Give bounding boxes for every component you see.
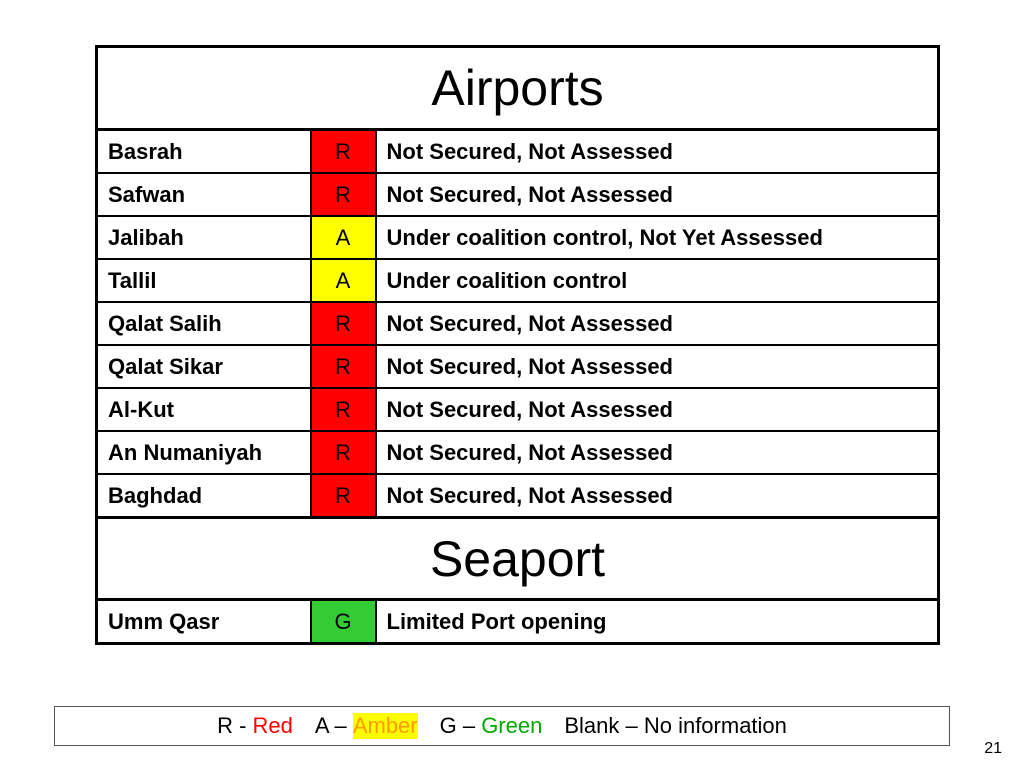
table-row bbox=[97, 302, 939, 345]
status-description: Not Secured, Not Assessed bbox=[376, 173, 939, 216]
legend-amber-prefix: A – bbox=[314, 713, 353, 738]
seaport-header-row bbox=[97, 518, 939, 600]
status-description: Not Secured, Not Assessed bbox=[376, 302, 939, 345]
status-description: Not Secured, Not Assessed bbox=[376, 474, 939, 518]
legend bbox=[54, 706, 950, 746]
location-name: Jalibah bbox=[97, 216, 311, 259]
status-code: R bbox=[311, 474, 376, 518]
legend-red-word: Red bbox=[252, 713, 293, 738]
status-description: Not Secured, Not Assessed bbox=[376, 130, 939, 174]
status-description: Under coalition control bbox=[376, 259, 939, 302]
table-row bbox=[97, 173, 939, 216]
location-name: Al-Kut bbox=[97, 388, 311, 431]
airports-title: Airports bbox=[97, 47, 939, 130]
status-code: R bbox=[311, 130, 376, 174]
status-description: Not Secured, Not Assessed bbox=[376, 388, 939, 431]
table-row bbox=[97, 431, 939, 474]
legend-amber-word: Amber bbox=[352, 713, 418, 738]
location-name: Qalat Sikar bbox=[97, 345, 311, 388]
table-row bbox=[97, 259, 939, 302]
status-code: R bbox=[311, 345, 376, 388]
status-code: R bbox=[311, 431, 376, 474]
status-code: R bbox=[311, 302, 376, 345]
table-row bbox=[97, 388, 939, 431]
table-row bbox=[97, 216, 939, 259]
seaport-title: Seaport bbox=[97, 518, 939, 600]
table-row bbox=[97, 600, 939, 644]
status-description: Not Secured, Not Assessed bbox=[376, 431, 939, 474]
table-row bbox=[97, 130, 939, 174]
airports-header-row bbox=[97, 47, 939, 130]
status-description: Under coalition control, Not Yet Assessed bbox=[376, 216, 939, 259]
status-code: A bbox=[311, 216, 376, 259]
page-number: 21 bbox=[984, 740, 1002, 757]
legend-red-prefix: R - bbox=[217, 713, 253, 738]
table-row bbox=[97, 474, 939, 518]
legend-green-prefix: G – bbox=[439, 713, 482, 738]
location-name: Qalat Salih bbox=[97, 302, 311, 345]
location-name: An Numaniyah bbox=[97, 431, 311, 474]
location-name: Tallil bbox=[97, 259, 311, 302]
location-name: Umm Qasr bbox=[97, 600, 311, 644]
status-code: R bbox=[311, 388, 376, 431]
table-row bbox=[97, 345, 939, 388]
location-name: Safwan bbox=[97, 173, 311, 216]
location-name: Basrah bbox=[97, 130, 311, 174]
status-description: Not Secured, Not Assessed bbox=[376, 345, 939, 388]
status-code: A bbox=[311, 259, 376, 302]
status-code: G bbox=[311, 600, 376, 644]
status-table bbox=[95, 45, 940, 645]
legend-blank-text: Blank – No information bbox=[564, 713, 787, 738]
legend-green-word: Green bbox=[481, 713, 543, 738]
status-code: R bbox=[311, 173, 376, 216]
location-name: Baghdad bbox=[97, 474, 311, 518]
status-description: Limited Port opening bbox=[376, 600, 939, 644]
